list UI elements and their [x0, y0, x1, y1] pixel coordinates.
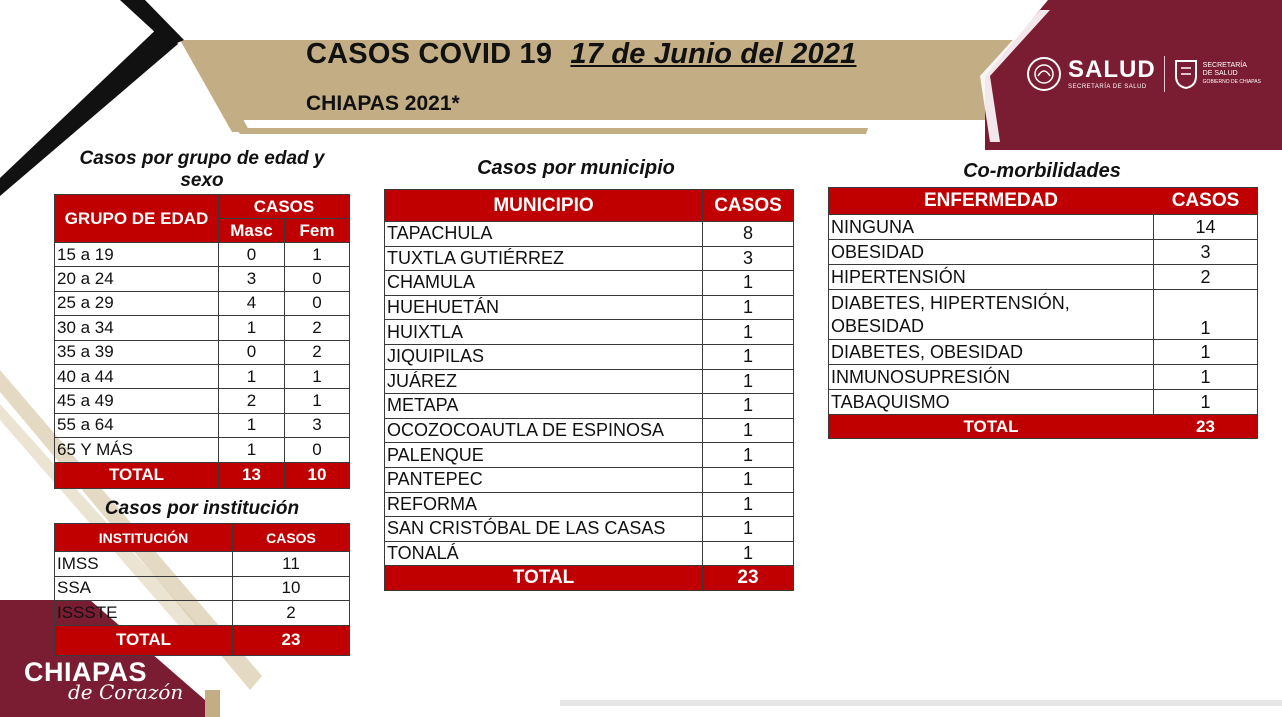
logo-secondary-3: GOBIERNO DE CHIAPAS	[1202, 79, 1261, 85]
page-title	[306, 38, 857, 71]
comorb-cases-cell: 2	[1154, 265, 1258, 290]
muni-cases-cell: 1	[703, 295, 794, 320]
age-fem-cell: 1	[285, 364, 350, 388]
table-row	[385, 222, 794, 247]
footer-brand: CHIAPAS	[24, 657, 148, 687]
table-row	[829, 390, 1258, 415]
age-group-cell: 15 a 19	[55, 243, 219, 267]
age-group-cell: 45 a 49	[55, 389, 219, 413]
table-row	[55, 316, 350, 340]
logo-secondary-2: DE SALUD	[1202, 70, 1238, 77]
inst-total-row	[55, 625, 350, 655]
institution-table	[54, 523, 350, 656]
muni-name-cell: SAN CRISTÓBAL DE LAS CASAS	[385, 517, 703, 542]
age-group-cell: 65 Y MÁS	[55, 438, 219, 462]
table-row	[385, 492, 794, 517]
table-row	[55, 552, 350, 577]
age-masc-cell: 3	[219, 267, 285, 291]
table-row	[385, 320, 794, 345]
comorb-disease-line1: HIPERTENSIÓN	[831, 266, 966, 287]
logo-secondary-1: SECRETARÍA	[1202, 62, 1247, 69]
age-fem-cell: 0	[285, 438, 350, 462]
muni-cases-cell: 1	[703, 541, 794, 566]
muni-cases-cell: 3	[703, 246, 794, 271]
age-masc-cell: 0	[219, 243, 285, 267]
table-row	[55, 340, 350, 364]
bottom-line	[560, 700, 1282, 706]
muni-name-cell: CHAMULA	[385, 271, 703, 296]
comorb-header-cases: CASOS	[1154, 188, 1258, 215]
age-masc-cell: 1	[219, 316, 285, 340]
age-group-cell: 20 a 24	[55, 267, 219, 291]
muni-name-cell: JIQUIPILAS	[385, 344, 703, 369]
table-row	[385, 418, 794, 443]
table-row	[385, 394, 794, 419]
muni-total-row	[385, 566, 794, 591]
seal-icon	[1026, 56, 1062, 92]
age-table-title	[54, 148, 350, 192]
age-masc-cell: 1	[219, 364, 285, 388]
comorb-disease-cell	[829, 365, 1154, 390]
age-masc-cell: 0	[219, 340, 285, 364]
comorb-disease-line1: NINGUNA	[831, 216, 915, 237]
muni-cases-cell: 1	[703, 418, 794, 443]
page-subtitle: CHIAPAS 2021*	[306, 92, 460, 115]
table-row	[55, 601, 350, 626]
muni-name-cell: PANTEPEC	[385, 467, 703, 492]
muni-name-cell: OCOZOCOAUTLA DE ESPINOSA	[385, 418, 703, 443]
inst-cases-cell: 2	[233, 601, 350, 626]
chiapas-logo	[24, 657, 183, 704]
logo-name: SALUD	[1068, 56, 1156, 83]
table-row	[385, 443, 794, 468]
age-group-cell: 35 a 39	[55, 340, 219, 364]
age-header-group: GRUPO DE EDAD	[55, 195, 219, 243]
muni-cases-cell: 1	[703, 492, 794, 517]
inst-total-value: 23	[233, 625, 350, 655]
muni-cases-cell: 8	[703, 222, 794, 247]
table-row	[829, 290, 1258, 340]
comorb-cases-cell: 1	[1154, 365, 1258, 390]
table-row	[385, 344, 794, 369]
age-fem-cell: 3	[285, 413, 350, 437]
table-row	[829, 215, 1258, 240]
table-row	[55, 243, 350, 267]
inst-name-cell: SSA	[55, 576, 233, 601]
table-row	[55, 413, 350, 437]
muni-name-cell: PALENQUE	[385, 443, 703, 468]
muni-cases-cell: 1	[703, 443, 794, 468]
age-group-cell: 55 a 64	[55, 413, 219, 437]
comorb-disease-line1: DIABETES, OBESIDAD	[831, 341, 1024, 362]
age-group-cell: 30 a 34	[55, 316, 219, 340]
muni-cases-cell: 1	[703, 320, 794, 345]
comorb-cases-cell: 3	[1154, 240, 1258, 265]
age-masc-cell: 2	[219, 389, 285, 413]
comorb-disease-line1: INMUNOSUPRESIÓN	[831, 366, 1011, 387]
muni-name-cell: REFORMA	[385, 492, 703, 517]
muni-header-cases: CASOS	[703, 190, 794, 222]
age-header-fem: Fem	[285, 219, 350, 243]
inst-total-label: TOTAL	[55, 625, 233, 655]
table-row	[385, 271, 794, 296]
table-row	[385, 541, 794, 566]
gold-bottom-block	[205, 690, 220, 717]
comorb-disease-cell	[829, 390, 1154, 415]
table-row	[385, 517, 794, 542]
inst-table-title: Casos por institución	[104, 498, 300, 519]
age-group-cell: 40 a 44	[55, 364, 219, 388]
table-row	[385, 295, 794, 320]
age-header-cases: CASOS	[219, 195, 350, 219]
comorb-disease-line1: DIABETES, HIPERTENSIÓN,	[831, 292, 1070, 313]
age-fem-cell: 1	[285, 243, 350, 267]
inst-name-cell: ISSSTE	[55, 601, 233, 626]
comorb-disease-cell	[829, 340, 1154, 365]
table-row	[55, 389, 350, 413]
gold-underline-shape	[236, 128, 868, 134]
table-row	[55, 291, 350, 315]
muni-name-cell: TONALÁ	[385, 541, 703, 566]
comorb-cases-cell: 1	[1154, 290, 1258, 340]
muni-name-cell: JUÁREZ	[385, 369, 703, 394]
comorb-table-title: Co-morbilidades	[963, 160, 1121, 182]
table-row	[55, 576, 350, 601]
table-row	[829, 265, 1258, 290]
muni-cases-cell: 1	[703, 394, 794, 419]
salud-logo	[1026, 56, 1261, 92]
table-row	[55, 267, 350, 291]
age-group-cell: 25 a 29	[55, 291, 219, 315]
title-text: CASOS COVID 19	[306, 38, 553, 70]
comorb-header-disease: ENFERMEDAD	[829, 188, 1154, 215]
muni-name-cell: TUXTLA GUTIÉRREZ	[385, 246, 703, 271]
age-title-line1: Casos por grupo de edad y	[79, 148, 325, 169]
muni-total-label: TOTAL	[385, 566, 703, 591]
municipality-table	[384, 189, 794, 591]
comorb-disease-cell	[829, 215, 1154, 240]
table-row	[55, 438, 350, 462]
age-masc-cell: 1	[219, 438, 285, 462]
logo-divider	[1164, 56, 1165, 92]
muni-name-cell: TAPACHULA	[385, 222, 703, 247]
table-row	[385, 467, 794, 492]
table-row	[829, 365, 1258, 390]
age-fem-cell: 2	[285, 316, 350, 340]
comorb-disease-line2: OBESIDAD	[831, 315, 925, 336]
inst-header-cases: CASOS	[233, 524, 350, 552]
age-fem-cell: 2	[285, 340, 350, 364]
table-row	[385, 369, 794, 394]
age-total-row	[55, 462, 350, 488]
comorb-disease-line1: TABAQUISMO	[831, 391, 950, 412]
comorb-cases-cell: 1	[1154, 390, 1258, 415]
comorb-total-row	[829, 415, 1258, 439]
comorb-disease-cell	[829, 265, 1154, 290]
age-fem-cell: 0	[285, 267, 350, 291]
muni-cases-cell: 1	[703, 271, 794, 296]
age-total-masc: 13	[219, 462, 285, 488]
inst-name-cell: IMSS	[55, 552, 233, 577]
table-row	[55, 364, 350, 388]
logo-sub: SECRETARÍA DE SALUD	[1068, 84, 1147, 90]
muni-header-name: MUNICIPIO	[385, 190, 703, 222]
table-row	[829, 340, 1258, 365]
age-fem-cell: 1	[285, 389, 350, 413]
age-header-masc: Masc	[219, 219, 285, 243]
age-total-label: TOTAL	[55, 462, 219, 488]
age-fem-cell: 0	[285, 291, 350, 315]
inst-cases-cell: 11	[233, 552, 350, 577]
muni-name-cell: METAPA	[385, 394, 703, 419]
footer-tagline: de Corazón	[68, 680, 184, 704]
comorb-total-label: TOTAL	[829, 415, 1154, 439]
comorbidities-table	[828, 187, 1258, 439]
comorb-total-value: 23	[1154, 415, 1258, 439]
age-table	[54, 194, 350, 489]
muni-name-cell: HUEHUETÁN	[385, 295, 703, 320]
muni-total-value: 23	[703, 566, 794, 591]
muni-table-title: Casos por municipio	[477, 157, 675, 179]
muni-cases-cell: 1	[703, 344, 794, 369]
comorb-disease-line1: OBESIDAD	[831, 241, 925, 262]
comorb-disease-cell	[829, 240, 1154, 265]
age-title-line2: sexo	[180, 170, 224, 191]
muni-cases-cell: 1	[703, 467, 794, 492]
age-masc-cell: 4	[219, 291, 285, 315]
age-total-fem: 10	[285, 462, 350, 488]
muni-name-cell: HUIXTLA	[385, 320, 703, 345]
title-date: 17 de Junio del 2021	[570, 38, 857, 70]
chiapas-shield-icon	[1173, 58, 1199, 90]
table-row	[385, 246, 794, 271]
comorb-cases-cell: 14	[1154, 215, 1258, 240]
table-row	[829, 240, 1258, 265]
comorb-cases-cell: 1	[1154, 340, 1258, 365]
inst-cases-cell: 10	[233, 576, 350, 601]
comorb-disease-cell	[829, 290, 1154, 340]
inst-header-name: INSTITUCIÓN	[55, 524, 233, 552]
age-masc-cell: 1	[219, 413, 285, 437]
muni-cases-cell: 1	[703, 369, 794, 394]
muni-cases-cell: 1	[703, 517, 794, 542]
